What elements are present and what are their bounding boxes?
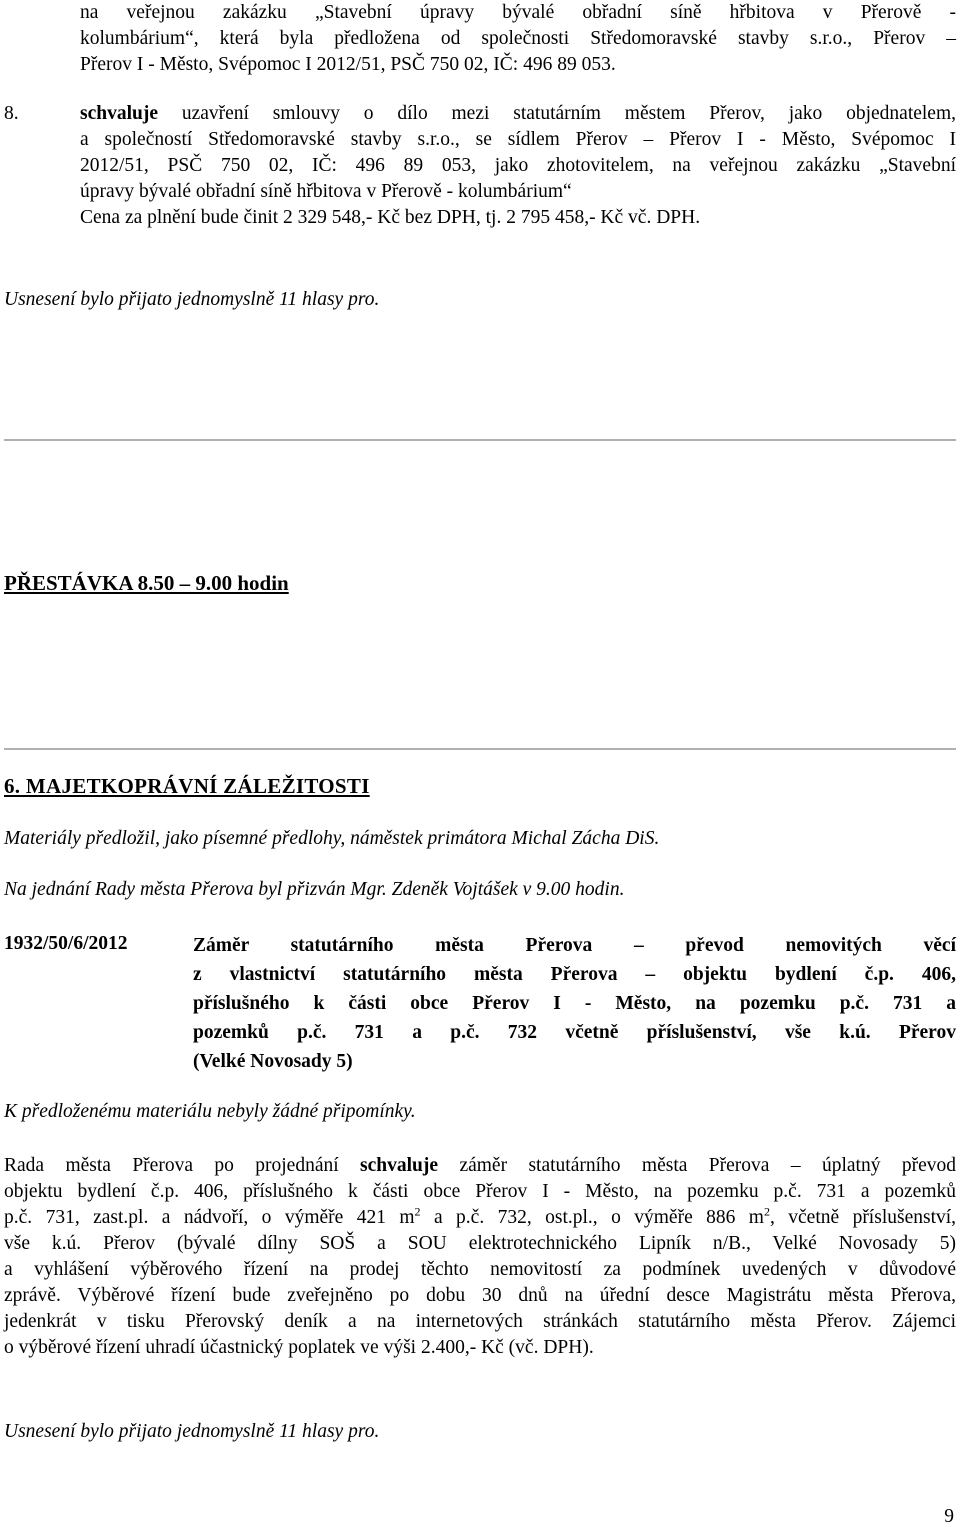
area-sup-1: 2 <box>414 1204 421 1219</box>
item-1932-title-line-3: příslušného k části obce Přerov I - Město, na pozemku p.č. 731 a <box>193 993 956 1014</box>
body-line-3-a: p.č. 731, zast.pl. a nádvoří, o výměře 421 m <box>4 1207 415 1228</box>
divider-2 <box>4 748 956 750</box>
item-1932-title-line-1: Záměr statutárního města Přerova – převod nemovitých věcí <box>193 935 956 956</box>
item-1932-number: 1932/50/6/2012 <box>4 933 128 954</box>
item-8-line-1-rest: uzavření smlouvy o dílo mezi statutárním městem Přerov, jako objednatelem, <box>181 103 957 124</box>
divider-1 <box>4 439 956 441</box>
resolution-text-1: Usnesení bylo přijato jednomyslně 11 hlasy pro. <box>4 289 380 310</box>
body-line-8: o výběrové řízení uhradí účastnický poplatek ve výši 2.400,- Kč (vč. DPH). <box>4 1337 594 1358</box>
page-number: 9 <box>944 1506 954 1527</box>
materials-note: Materiály předložil, jako písemné předlohy, náměstek primátora Michal Zácha DiS. <box>4 828 660 849</box>
body-line-3-c: , včetně příslušenství, <box>769 1207 957 1228</box>
item-8-line-1 <box>80 101 956 127</box>
body-line-7: jedenkrát v tisku Přerovský deník a na internetových stránkách statutárního města Přerov. Zájemci <box>4 1311 956 1332</box>
item-8-number: 8. <box>4 103 19 124</box>
top-line-1: na veřejnou zakázku „Stavební úpravy bývalé obřadní síně hřbitova v Přerově - <box>80 2 956 23</box>
body-line-2: objektu bydlení č.p. 406, příslušného k části obce Přerov I - Město, na pozemku p.č. 731 a pozemků <box>4 1181 956 1202</box>
resolution-text-2: Usnesení bylo přijato jednomyslně 11 hlasy pro. <box>4 1421 380 1442</box>
body-line-4: vše k.ú. Přerov (bývalé dílny SOŠ a SOU elektrotechnického Lipník n/B., Velké Novosady 5) <box>4 1233 956 1254</box>
body-line-5: a vyhlášení výběrového řízení na prodej těchto nemovitostí za podmínek uvedených v důvodové <box>4 1259 956 1280</box>
item-8-line-3: 2012/51, PSČ 750 02, IČ: 496 89 053, jako zhotovitelem, na veřejnou zakázku „Stavební <box>80 155 956 176</box>
top-line-2: kolumbárium“, která byla předložena od společnosti Středomoravské stavby s.r.o., Přerov – <box>80 28 956 49</box>
item-8-verb: schvaluje <box>80 103 158 124</box>
body-line-1-pre: Rada města Přerova po projednání <box>4 1155 339 1176</box>
item-1932-title-line-2: z vlastnictví statutárního města Přerova – objektu bydlení č.p. 406, <box>193 964 956 985</box>
item-1932-title <box>193 931 956 1076</box>
item-8-paragraph <box>80 101 956 231</box>
top-line-3: Přerov I - Město, Svépomoc I 2012/51, PSČ 750 02, IČ: 496 89 053. <box>80 54 616 75</box>
body-line-3 <box>4 1205 956 1231</box>
item-1932-body <box>4 1153 956 1361</box>
area-sup-2: 2 <box>763 1204 770 1219</box>
body-verb: schvaluje <box>360 1155 439 1176</box>
body-line-1 <box>4 1153 956 1179</box>
invited-note: Na jednání Rady města Přerova byl přizván Mgr. Zdeněk Vojtášek v 9.00 hodin. <box>4 879 625 900</box>
item-8-line-4: úpravy bývalé obřadní síně hřbitova v Přerově - kolumbárium“ <box>80 181 572 202</box>
body-line-1-post: záměr statutárního města Přerova – úplatný převod <box>459 1155 956 1176</box>
item-1932-title-line-4: pozemků p.č. 731 a p.č. 732 včetně příslušenství, vše k.ú. Přerov <box>193 1022 956 1043</box>
item-8-price-line: Cena za plnění bude činit 2 329 548,- Kč bez DPH, tj. 2 795 458,- Kč vč. DPH. <box>80 207 701 228</box>
section-6-title: 6. MAJETKOPRÁVNÍ ZÁLEŽITOSTI <box>4 774 370 798</box>
no-comments-note: K předloženému materiálu nebyly žádné připomínky. <box>4 1101 416 1122</box>
body-line-3-b: a p.č. 732, ost.pl., o výměře 886 m <box>433 1207 764 1228</box>
top-paragraph <box>80 0 956 78</box>
body-line-6: zprávě. Výběrové řízení bude zveřejněno po dobu 30 dnů na úřední desce Magistrátu města Přerova, <box>4 1285 956 1306</box>
item-1932-title-line-5: (Velké Novosady 5) <box>193 1051 353 1072</box>
item-8-line-2: a společností Středomoravské stavby s.r.o., se sídlem Přerov – Přerov I - Město, Svépomoc I <box>80 129 956 150</box>
break-title: PŘESTÁVKA 8.50 – 9.00 hodin <box>4 571 289 595</box>
